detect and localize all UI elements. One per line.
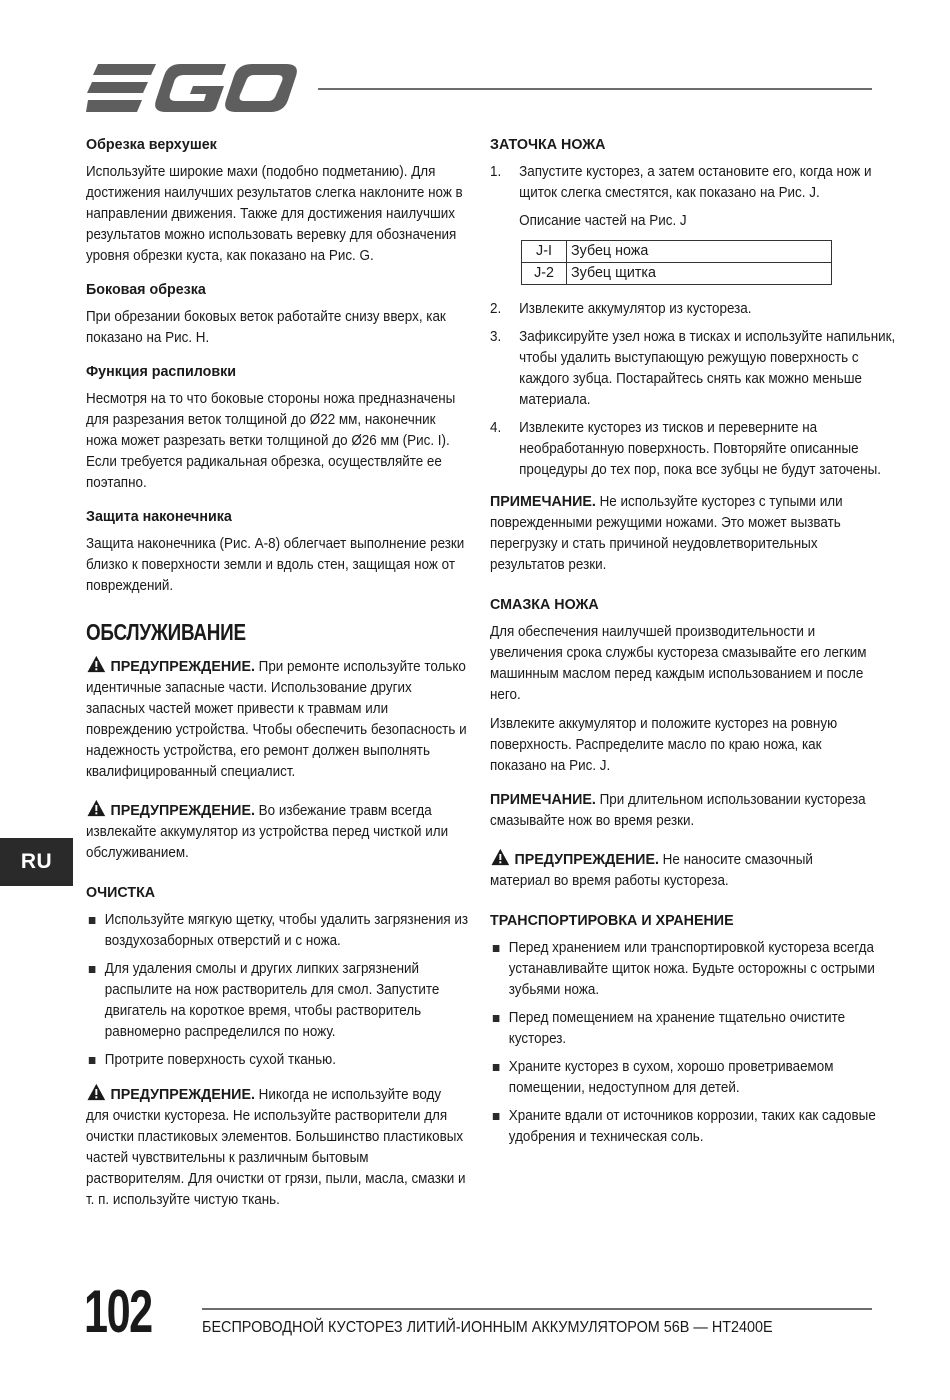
warning-text: Во избежание травм всегда извлекайте аккумулятор из устройства перед чисткой или обслуживанием.: [86, 803, 449, 861]
transport-heading: ТРАНСПОРТИРОВКА И ХРАНЕНИЕ: [490, 912, 734, 929]
step-item: [490, 299, 904, 320]
warning-label: ПРЕДУПРЕЖДЕНИЕ.: [514, 851, 659, 868]
list-item-text: Протрите поверхность сухой тканью.: [104, 1052, 336, 1068]
cleaning-heading: ОЧИСТКА: [86, 884, 156, 901]
list-item-text: Перед хранением или транспортировкой кустореза всегда устанавливайте щиток ножа. Будьте осторожны с острыми зубьями ножа.: [508, 940, 875, 998]
parts-caption: Описание частей на Рис. J: [519, 213, 687, 229]
warning-text: При ремонте используйте только идентичные запасные части. Использование других запасных частей может привести к травмам или повреждению устройства. Чтобы обеспечить безопасность и надежность устройства, его ремонт должен выполнять квалифицированный специалист.: [86, 659, 467, 780]
table-row: [522, 241, 832, 263]
warning-paragraph: [86, 799, 467, 864]
right-column: [490, 134, 896, 1156]
transport-list: [490, 938, 876, 1148]
warning-icon: [86, 655, 107, 673]
section-title: Обрезка верхушек: [86, 136, 217, 153]
sharpening-heading: ЗАТОЧКА НОЖА: [490, 136, 606, 153]
warning-text: Не наносите смазочный материал во время работы кустореза.: [490, 852, 813, 889]
section-title: Защита наконечника: [86, 508, 232, 525]
list-item: [490, 1057, 893, 1099]
warning-label: ПРЕДУПРЕЖДЕНИЕ.: [110, 658, 255, 675]
warning-label: ПРЕДУПРЕЖДЕНИЕ.: [110, 1086, 255, 1103]
part-code: J-I: [522, 241, 567, 263]
part-description: Зубец ножа: [567, 241, 832, 263]
paragraph: Для обеспечения наилучшей производительности и увеличения срока службы кустореза смазывайте его легким машинным маслом перед каждым использованием и после него.: [490, 624, 867, 703]
warning-paragraph: [86, 655, 467, 783]
note-label: ПРИМЕЧАНИЕ.: [490, 493, 596, 510]
square-bullet-icon: [493, 1064, 500, 1071]
paragraph: Защита наконечника (Рис. A-8) облегчает выполнение резки близко к поверхности земли и вдоль стен, защищая нож от повреждений.: [86, 536, 465, 594]
square-bullet-icon: [89, 1057, 96, 1064]
header-rule: [318, 88, 872, 90]
table-row: [522, 263, 832, 285]
list-item: [490, 938, 893, 1001]
step-number: 3.: [490, 329, 502, 345]
footer-rule: [202, 1308, 872, 1310]
step-number: 2.: [490, 301, 502, 317]
warning-paragraph: [490, 848, 875, 892]
section-title: Функция распиловки: [86, 363, 237, 380]
list-item-text: Используйте мягкую щетку, чтобы удалить загрязнения из воздухозаборных отверстий и с ножа.: [104, 912, 469, 949]
warning-paragraph: [86, 1083, 467, 1211]
maintenance-heading: ОБСЛУЖИВАНИЕ: [86, 619, 246, 645]
step-text: Извлеките аккумулятор из кустореза.: [519, 301, 752, 317]
note-text: При длительном использовании кустореза смазывайте нож во время резки.: [490, 792, 866, 829]
warning-label: ПРЕДУПРЕЖДЕНИЕ.: [110, 802, 255, 819]
list-item: [86, 959, 485, 1043]
list-item: [490, 1106, 893, 1148]
step-number: 1.: [490, 164, 502, 180]
warning-icon: [86, 1083, 107, 1101]
square-bullet-icon: [493, 1015, 500, 1022]
step-item: [490, 327, 904, 411]
note-text: Не используйте кусторез с тупыми или поврежденными режущими ножами. Это может вызвать перегрузку и стать причиной неудовлетворительных результатов резки.: [490, 494, 843, 573]
page-number: 102: [84, 1278, 152, 1345]
sharpening-steps: [490, 162, 876, 204]
paragraph: Извлеките аккумулятор и положите кусторез на ровную поверхность. Распределите масло по краю ножа, как показано на Рис. J.: [490, 716, 838, 774]
square-bullet-icon: [89, 966, 96, 973]
list-item: [86, 1050, 485, 1071]
ego-logo: [86, 62, 298, 114]
list-item: [490, 1008, 893, 1050]
square-bullet-icon: [493, 945, 500, 952]
parts-table: [521, 240, 832, 285]
step-item: [490, 162, 904, 204]
warning-icon: [86, 799, 107, 817]
lubrication-heading: СМАЗКА НОЖА: [490, 596, 599, 613]
sharpening-steps: [490, 299, 896, 481]
paragraph: Несмотря на то что боковые стороны ножа предназначены для разрезания веток толщиной до Ø22 мм, наконечник ножа может разрезать ветки толщиной до Ø26 мм (Рис. I). Если требуется радикальная обрезка, осуществляйте ее поэтапно.: [86, 391, 456, 491]
note-paragraph: [490, 491, 875, 576]
warning-icon: [490, 848, 511, 866]
left-column: [86, 134, 468, 1219]
square-bullet-icon: [89, 917, 96, 924]
list-item-text: Для удаления смолы и других липких загрязнений распылите на нож растворитель для смол. Запустите двигатель на короткое время, чтобы растворитель равномерно распределился по ножу.: [104, 961, 440, 1040]
paragraph: Используйте широкие махи (подобно подметанию). Для достижения наилучших результатов слегка наклоните нож в направлении движения. Также для достижения наилучших результатов можно использовать веревку для обозначения уровня обрезки куста, как показано на Рис. G.: [86, 164, 463, 264]
square-bullet-icon: [493, 1113, 500, 1120]
list-item: [86, 910, 485, 952]
warning-text: Никогда не используйте воду для очистки кустореза. Не используйте растворители для очистки пластиковых элементов. Большинство пластиковых частей чувствительны к различным бытовым растворителям. Для очистки от грязи, пыли, масла, смазки и т. п. используйте чистую ткань.: [86, 1087, 466, 1208]
footer-title: БЕСПРОВОДНОЙ КУСТОРЕЗ ЛИТИЙ-ИОННЫМ АККУМУЛЯТОРОМ 56В — HT2400E: [202, 1319, 773, 1336]
note-paragraph: [490, 789, 875, 832]
list-item-text: Храните вдали от источников коррозии, таких как садовые удобрения и техническая соль.: [508, 1108, 876, 1145]
step-text: Извлеките кусторез из тисков и переверните на необработанную поверхность. Повторяйте описанные процедуры до тех пор, пока все зубцы не будут заточены.: [519, 420, 882, 478]
part-code: J-2: [522, 263, 567, 285]
paragraph: При обрезании боковых веток работайте снизу вверх, как показано на Рис. H.: [86, 309, 446, 346]
step-item: [490, 418, 904, 481]
part-description: Зубец щитка: [567, 263, 832, 285]
note-label: ПРИМЕЧАНИЕ.: [490, 791, 596, 808]
list-item-text: Храните кусторез в сухом, хорошо проветриваемом помещении, недоступном для детей.: [508, 1059, 834, 1096]
language-tab: RU: [0, 838, 73, 886]
step-text: Запустите кусторез, а затем остановите его, когда нож и щиток слегка сместятся, как показано на Рис. J.: [519, 164, 872, 201]
step-number: 4.: [490, 420, 502, 436]
step-text: Зафиксируйте узел ножа в тисках и используйте напильник, чтобы удалить выступающую режущую поверхность с каждого зубца. Постарайтесь снять как можно меньше материала.: [519, 329, 896, 408]
cleaning-list: [86, 910, 468, 1071]
section-title: Боковая обрезка: [86, 281, 206, 298]
list-item-text: Перед помещением на хранение тщательно очистите кусторез.: [508, 1010, 846, 1047]
